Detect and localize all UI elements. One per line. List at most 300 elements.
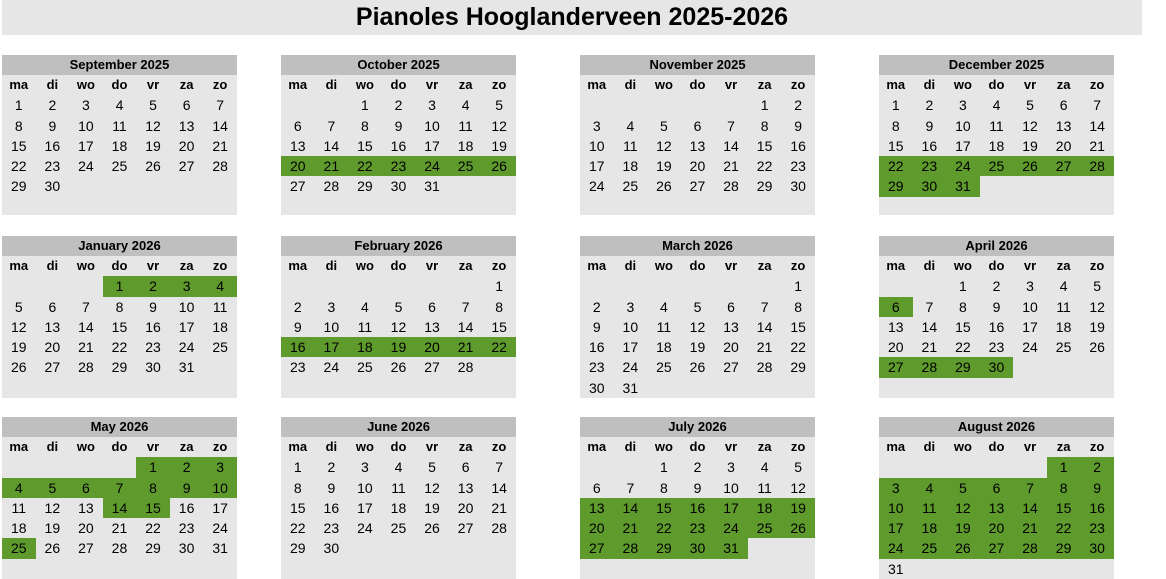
empty-cell xyxy=(315,95,349,115)
weekday-label: za xyxy=(458,77,473,92)
weekday-label: zo xyxy=(790,258,806,273)
empty-cell xyxy=(980,176,1014,196)
day-cell: 14 xyxy=(323,137,340,154)
day-cell: 14 xyxy=(614,498,648,518)
empty-cell xyxy=(482,176,516,196)
day-cell: 23 xyxy=(1080,518,1114,538)
day-cell: 30 xyxy=(390,178,407,195)
weekday-label: do xyxy=(390,258,407,273)
day-cell: 5 xyxy=(495,97,504,114)
day-cell: 3 xyxy=(327,298,336,315)
week-row xyxy=(879,498,1114,518)
day-cell: 11 xyxy=(11,499,27,516)
day-cell: 21 xyxy=(78,339,94,356)
day-cell: 22 xyxy=(647,518,681,538)
day-cell: 18 xyxy=(390,499,407,516)
week-row xyxy=(281,518,516,538)
day-cell: 16 xyxy=(790,137,806,154)
day-cell: 3 xyxy=(727,459,735,476)
day-cell: 12 xyxy=(656,137,672,154)
empty-cell xyxy=(2,276,36,296)
day-cell: 19 xyxy=(10,339,27,356)
week-row xyxy=(2,136,237,156)
day-cell: 23 xyxy=(913,156,947,176)
day-cell: 10 xyxy=(622,318,639,335)
day-cell: 28 xyxy=(111,540,128,557)
day-cell: 11 xyxy=(913,498,947,518)
day-cell: 31 xyxy=(424,178,440,195)
empty-cell xyxy=(714,95,748,115)
week-row xyxy=(580,116,815,136)
day-cell: 9 xyxy=(592,318,601,335)
day-cell: 19 xyxy=(1022,137,1038,154)
day-cell: 24 xyxy=(212,520,228,537)
month-title: August 2026 xyxy=(879,417,1114,437)
day-cell: 15 xyxy=(10,137,27,154)
empty-cell xyxy=(1080,559,1114,579)
empty-cell xyxy=(103,457,137,477)
week-row xyxy=(2,176,237,196)
week-row xyxy=(580,538,815,558)
day-cell: 24 xyxy=(622,359,639,376)
month-title: May 2026 xyxy=(2,417,237,437)
empty-cell xyxy=(748,276,782,296)
day-cell: 23 xyxy=(289,359,306,376)
weekday-label: ma xyxy=(9,439,29,454)
day-cell: 5 xyxy=(36,478,70,498)
day-cell: 14 xyxy=(723,137,739,154)
day-cell: 11 xyxy=(212,298,228,315)
day-cell: 20 xyxy=(457,499,474,516)
day-cell: 2 xyxy=(136,276,170,296)
weekday-label: do xyxy=(111,258,128,273)
day-cell: 9 xyxy=(693,479,702,496)
empty-cell xyxy=(1047,559,1081,579)
day-cell: 3 xyxy=(170,276,204,296)
day-cell: 30 xyxy=(790,178,806,195)
day-cell: 24 xyxy=(879,538,913,558)
day-cell: 7 xyxy=(1093,97,1102,114)
day-cell: 26 xyxy=(145,158,161,175)
day-cell: 27 xyxy=(1047,156,1081,176)
day-cell: 23 xyxy=(382,156,416,176)
day-cell: 10 xyxy=(178,298,195,315)
day-cell: 29 xyxy=(111,359,128,376)
week-row xyxy=(2,116,237,136)
weekday-label: do xyxy=(390,439,407,454)
empty-cell xyxy=(170,176,204,196)
day-cell: 8 xyxy=(361,117,369,134)
day-cell: 25 xyxy=(212,339,228,356)
day-cell: 14 xyxy=(212,117,228,134)
day-cell: 10 xyxy=(723,479,739,496)
day-cell: 2 xyxy=(327,459,336,476)
day-cell: 10 xyxy=(357,479,373,496)
week-row xyxy=(2,457,237,477)
week-row xyxy=(580,518,815,538)
day-cell: 23 xyxy=(988,339,1005,356)
day-cell: 31 xyxy=(212,540,228,557)
day-cell: 14 xyxy=(921,318,938,335)
day-cell: 2 xyxy=(794,97,803,114)
day-cell: 21 xyxy=(111,520,128,537)
day-cell: 26 xyxy=(946,538,980,558)
day-cell: 22 xyxy=(756,158,773,175)
day-cell: 31 xyxy=(887,560,904,577)
week-row xyxy=(879,176,1114,196)
week-row xyxy=(580,498,815,518)
day-cell: 20 xyxy=(887,339,904,356)
day-cell: 14 xyxy=(78,318,94,335)
weekday-label: wo xyxy=(953,258,972,273)
empty-cell xyxy=(879,457,913,477)
week-row xyxy=(879,276,1114,296)
day-cell: 24 xyxy=(946,156,980,176)
day-cell: 6 xyxy=(980,478,1014,498)
weekday-row xyxy=(879,75,1114,95)
weekday-label: wo xyxy=(355,439,374,454)
empty-cell xyxy=(449,538,483,558)
day-cell: 8 xyxy=(660,479,668,496)
day-cell: 4 xyxy=(203,276,237,296)
day-cell: 26 xyxy=(424,520,440,537)
day-cell: 8 xyxy=(794,298,803,315)
week-row xyxy=(281,95,516,115)
day-cell: 2 xyxy=(1080,457,1114,477)
day-cell: 26 xyxy=(390,359,407,376)
weekday-label: ma xyxy=(288,77,308,92)
day-cell: 23 xyxy=(681,518,715,538)
day-cell: 11 xyxy=(656,318,672,335)
day-cell: 25 xyxy=(622,178,639,195)
weekday-label: vr xyxy=(146,439,160,454)
weekday-row xyxy=(580,256,815,276)
day-cell: 17 xyxy=(714,498,748,518)
day-cell: 22 xyxy=(879,156,913,176)
day-cell: 3 xyxy=(879,478,913,498)
day-cell: 1 xyxy=(103,276,137,296)
day-cell: 19 xyxy=(781,498,815,518)
empty-cell xyxy=(36,276,70,296)
day-cell: 24 xyxy=(323,359,340,376)
empty-cell xyxy=(647,378,681,398)
weekday-label: za xyxy=(458,439,473,454)
weekday-label: ma xyxy=(587,439,607,454)
day-cell: 15 xyxy=(790,318,806,335)
day-cell: 28 xyxy=(457,359,474,376)
weekday-label: wo xyxy=(654,439,673,454)
day-cell: 1 xyxy=(293,459,302,476)
weekday-label: di xyxy=(923,77,936,92)
day-cell: 7 xyxy=(495,459,504,476)
day-cell: 2 xyxy=(925,97,934,114)
day-cell: 11 xyxy=(623,137,638,154)
day-cell: 22 xyxy=(145,520,161,537)
day-cell: 1 xyxy=(660,459,668,476)
weekday-label: di xyxy=(923,258,936,273)
empty-cell xyxy=(781,378,815,398)
day-cell: 16 xyxy=(281,337,315,357)
day-cell: 17 xyxy=(424,137,440,154)
weekday-label: za xyxy=(757,439,772,454)
weekday-label: vr xyxy=(724,258,738,273)
day-cell: 4 xyxy=(913,478,947,498)
week-row xyxy=(879,478,1114,498)
day-cell: 7 xyxy=(925,298,934,315)
day-cell: 17 xyxy=(315,337,349,357)
day-cell: 10 xyxy=(588,137,605,154)
empty-cell xyxy=(946,559,980,579)
day-cell: 13 xyxy=(78,499,94,516)
empty-cell xyxy=(681,95,715,115)
week-row xyxy=(2,538,237,558)
empty-cell xyxy=(614,276,648,296)
week-row xyxy=(2,297,237,317)
day-cell: 17 xyxy=(588,158,605,175)
day-cell: 30 xyxy=(980,357,1014,377)
day-cell: 25 xyxy=(980,156,1014,176)
weekday-label: ma xyxy=(9,77,29,92)
day-cell: 6 xyxy=(1059,97,1068,114)
day-cell: 1 xyxy=(891,97,900,114)
day-cell: 27 xyxy=(580,538,614,558)
week-row xyxy=(2,95,237,115)
day-cell: 25 xyxy=(1055,339,1072,356)
empty-cell xyxy=(1080,176,1114,196)
day-cell: 23 xyxy=(323,520,340,537)
weekday-label: do xyxy=(111,439,128,454)
empty-cell xyxy=(913,457,947,477)
weekday-label: di xyxy=(325,439,338,454)
day-cell: 31 xyxy=(178,359,195,376)
day-cell: 1 xyxy=(959,278,967,295)
day-cell: 17 xyxy=(622,339,639,356)
week-row xyxy=(281,357,516,377)
day-cell: 22 xyxy=(955,339,971,356)
day-cell: 13 xyxy=(580,498,614,518)
weekday-row xyxy=(879,256,1114,276)
day-cell: 26 xyxy=(44,540,61,557)
weekday-label: vr xyxy=(1023,439,1037,454)
week-row xyxy=(580,276,815,296)
weekday-label: ma xyxy=(587,77,607,92)
month-block xyxy=(580,236,815,398)
weekday-label: za xyxy=(179,439,194,454)
empty-cell xyxy=(382,538,416,558)
day-cell: 4 xyxy=(115,97,124,114)
day-cell: 18 xyxy=(622,158,639,175)
weekday-label: zo xyxy=(1089,439,1105,454)
day-cell: 24 xyxy=(357,520,373,537)
day-cell: 13 xyxy=(1055,117,1072,134)
empty-cell xyxy=(315,276,349,296)
day-cell: 17 xyxy=(357,499,373,516)
week-row xyxy=(281,276,516,296)
day-cell: 28 xyxy=(1013,538,1047,558)
week-row xyxy=(580,95,815,115)
day-cell: 23 xyxy=(588,359,605,376)
weekday-label: zo xyxy=(212,77,228,92)
day-cell: 28 xyxy=(723,178,739,195)
day-cell: 22 xyxy=(111,339,128,356)
weekday-label: vr xyxy=(146,258,160,273)
day-cell: 13 xyxy=(289,137,306,154)
empty-cell xyxy=(281,95,315,115)
day-cell: 9 xyxy=(48,117,57,134)
weekday-label: wo xyxy=(355,258,374,273)
day-cell: 13 xyxy=(980,498,1014,518)
day-cell: 12 xyxy=(424,479,440,496)
day-cell: 21 xyxy=(491,499,507,516)
day-cell: 30 xyxy=(588,379,605,396)
day-cell: 14 xyxy=(103,498,137,518)
weekday-label: di xyxy=(624,439,637,454)
weekday-label: ma xyxy=(288,258,308,273)
day-cell: 8 xyxy=(14,117,23,134)
empty-cell xyxy=(980,559,1014,579)
day-cell: 15 xyxy=(111,318,128,335)
day-cell: 12 xyxy=(145,117,161,134)
month-title: March 2026 xyxy=(580,236,815,256)
weekday-label: ma xyxy=(288,439,308,454)
day-cell: 18 xyxy=(913,518,947,538)
weekday-label: vr xyxy=(724,439,738,454)
day-cell: 1 xyxy=(794,278,803,295)
day-cell: 24 xyxy=(588,178,605,195)
day-cell: 30 xyxy=(323,540,340,557)
month-title: June 2026 xyxy=(281,417,516,437)
day-cell: 14 xyxy=(491,479,507,496)
day-cell: 26 xyxy=(482,156,516,176)
weekday-label: do xyxy=(988,258,1005,273)
day-cell: 9 xyxy=(394,117,403,134)
day-cell: 22 xyxy=(10,158,27,175)
day-cell: 5 xyxy=(794,459,803,476)
weekday-label: do xyxy=(390,77,407,92)
day-cell: 20 xyxy=(44,339,61,356)
day-cell: 17 xyxy=(178,318,195,335)
empty-cell xyxy=(1013,357,1047,377)
day-cell: 11 xyxy=(757,479,772,496)
day-cell: 23 xyxy=(790,158,806,175)
weekday-row xyxy=(2,256,237,276)
weekday-label: zo xyxy=(790,77,806,92)
empty-cell xyxy=(748,378,782,398)
day-cell: 23 xyxy=(145,339,161,356)
day-cell: 7 xyxy=(626,479,635,496)
weekday-label: zo xyxy=(491,77,507,92)
day-cell: 29 xyxy=(756,178,773,195)
week-row xyxy=(580,357,815,377)
weekday-label: do xyxy=(689,439,706,454)
day-cell: 7 xyxy=(327,117,336,134)
day-cell: 20 xyxy=(580,518,614,538)
empty-cell xyxy=(647,95,681,115)
day-cell: 17 xyxy=(955,137,971,154)
day-cell: 6 xyxy=(182,97,191,114)
day-cell: 18 xyxy=(1055,318,1072,335)
day-cell: 3 xyxy=(959,97,967,114)
day-cell: 16 xyxy=(390,137,407,154)
day-cell: 5 xyxy=(428,459,436,476)
week-row xyxy=(2,156,237,176)
day-cell: 26 xyxy=(656,178,672,195)
day-cell: 29 xyxy=(1047,538,1081,558)
weekday-label: di xyxy=(624,77,637,92)
day-cell: 12 xyxy=(491,117,507,134)
day-cell: 19 xyxy=(44,520,61,537)
day-cell: 18 xyxy=(111,137,128,154)
day-cell: 19 xyxy=(689,339,706,356)
empty-cell xyxy=(614,95,648,115)
month-title: December 2025 xyxy=(879,55,1114,75)
week-row xyxy=(879,136,1114,156)
day-cell: 8 xyxy=(891,117,900,134)
day-cell: 7 xyxy=(760,298,769,315)
day-cell: 16 xyxy=(323,499,340,516)
empty-cell xyxy=(1013,176,1047,196)
day-cell: 27 xyxy=(723,359,739,376)
day-cell: 6 xyxy=(48,298,57,315)
day-cell: 6 xyxy=(69,478,103,498)
day-cell: 7 xyxy=(103,478,137,498)
day-cell: 28 xyxy=(212,158,228,175)
day-cell: 13 xyxy=(178,117,195,134)
week-row xyxy=(879,95,1114,115)
week-row xyxy=(281,498,516,518)
day-cell: 15 xyxy=(647,498,681,518)
day-cell: 18 xyxy=(348,337,382,357)
day-cell: 9 xyxy=(925,117,934,134)
weekday-label: za xyxy=(1056,77,1071,92)
day-cell: 21 xyxy=(756,339,773,356)
weekday-label: zo xyxy=(212,439,228,454)
day-cell: 17 xyxy=(879,518,913,538)
day-cell: 28 xyxy=(913,357,947,377)
day-cell: 5 xyxy=(149,97,157,114)
day-cell: 16 xyxy=(681,498,715,518)
day-cell: 8 xyxy=(1047,478,1081,498)
month-block xyxy=(580,417,815,579)
week-row xyxy=(580,457,815,477)
day-cell: 29 xyxy=(289,540,306,557)
day-cell: 5 xyxy=(946,478,980,498)
day-cell: 20 xyxy=(723,339,739,356)
day-cell: 15 xyxy=(756,137,773,154)
day-cell: 1 xyxy=(14,97,23,114)
day-cell: 3 xyxy=(592,117,601,134)
day-cell: 29 xyxy=(647,538,681,558)
day-cell: 4 xyxy=(760,459,769,476)
day-cell: 16 xyxy=(988,318,1005,335)
day-cell: 11 xyxy=(1056,298,1071,315)
week-row xyxy=(580,297,815,317)
weekday-label: vr xyxy=(146,77,160,92)
month-title: October 2025 xyxy=(281,55,516,75)
day-cell: 8 xyxy=(293,479,302,496)
month-title: November 2025 xyxy=(580,55,815,75)
day-cell: 31 xyxy=(714,538,748,558)
day-cell: 31 xyxy=(622,379,639,396)
weekday-row xyxy=(2,75,237,95)
week-row xyxy=(580,317,815,337)
empty-cell xyxy=(714,378,748,398)
day-cell: 19 xyxy=(145,137,161,154)
day-cell: 27 xyxy=(879,357,913,377)
day-cell: 26 xyxy=(10,359,27,376)
day-cell: 19 xyxy=(491,137,507,154)
weekday-label: zo xyxy=(790,439,806,454)
